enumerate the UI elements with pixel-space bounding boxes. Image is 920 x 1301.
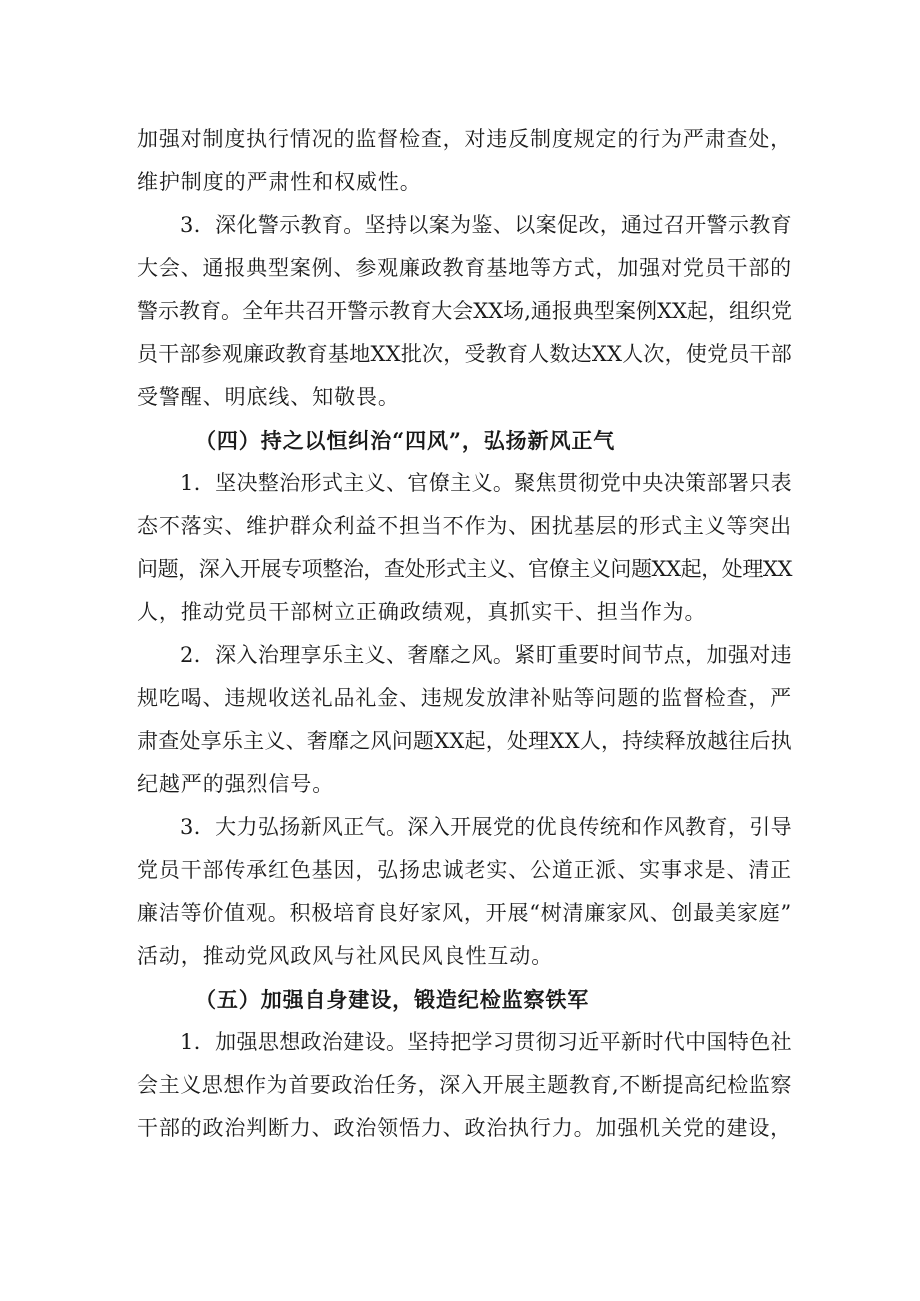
text-line: 维护制度的严肃性和权威性。 — [137, 170, 422, 194]
section-heading-five — [137, 978, 792, 1021]
text-line: 员干部参观廉政教育基地XX批次，受教育人数达XX人次，使党员干部 — [137, 342, 792, 366]
text-line: 警示教育。全年共召开警示教育大会XX场,通报典型案例XX起，组织党 — [137, 299, 792, 323]
paragraph-political-building — [137, 1021, 792, 1150]
text-line: 问题，深入开展专项整治，查处形式主义、官僚主义问题XX起，处理XX — [137, 557, 792, 581]
text-line: 党员干部传承红色基因，弘扬忠诚老实、公道正派、实事求是、清正 — [137, 858, 792, 882]
text-line: 3．深化警示教育。坚持以案为鉴、以案促改，通过召开警示教育 — [180, 213, 792, 237]
paragraph-warning-education — [137, 204, 792, 419]
paragraph-new-style — [137, 806, 792, 978]
text-line: 干部的政治判断力、政治领悟力、政治执行力。加强机关党的建设， — [137, 1116, 792, 1140]
section-heading-four — [137, 419, 792, 462]
heading-line: （四）持之以恒纠治“四风”，弘扬新风正气 — [195, 428, 616, 453]
text-line: 态不落实、维护群众利益不担当不作为、困扰基层的形式主义等突出 — [137, 514, 792, 538]
text-line: 人，推动党员干部树立正确政绩观，真抓实干、担当作为。 — [137, 600, 707, 624]
heading-line: （五）加强自身建设，锻造纪检监察铁军 — [195, 987, 590, 1012]
text-line: 大会、通报典型案例、参观廉政教育基地等方式，加强对党员干部的 — [137, 256, 792, 280]
text-line: 3．大力弘扬新风正气。深入开展党的优良传统和作风教育，引导 — [180, 815, 792, 839]
text-line: 2．深入治理享乐主义、奢靡之风。紧盯重要时间节点，加强对违 — [180, 643, 792, 667]
text-line: 受警醒、明底线、知敬畏。 — [137, 385, 400, 409]
paragraph-hedonism — [137, 634, 792, 806]
text-line: 肃查处享乐主义、奢靡之风问题XX起，处理XX人，持续释放越往后执 — [137, 729, 792, 753]
document-page — [137, 118, 792, 1150]
text-line: 1．坚决整治形式主义、官僚主义。聚焦贯彻党中央决策部署只表 — [180, 471, 792, 495]
text-line: 加强对制度执行情况的监督检查，对违反制度规定的行为严肃查处， — [137, 127, 792, 151]
text-line: 纪越严的强烈信号。 — [137, 772, 335, 796]
text-line: 廉洁等价值观。积极培育良好家风，开展“树清廉家风、创最美家庭” — [137, 901, 792, 925]
paragraph-formalism — [137, 462, 792, 634]
text-line: 1．加强思想政治建设。坚持把学习贯彻习近平新时代中国特色社 — [180, 1030, 792, 1054]
text-line: 会主义思想作为首要政治任务，深入开展主题教育,不断提高纪检监察 — [137, 1073, 792, 1097]
text-line: 规吃喝、违规收送礼品礼金、违规发放津补贴等问题的监督检查，严 — [137, 686, 792, 710]
text-line: 活动，推动党风政风与社风民风良性互动。 — [137, 944, 554, 968]
paragraph-continuation — [137, 118, 792, 204]
